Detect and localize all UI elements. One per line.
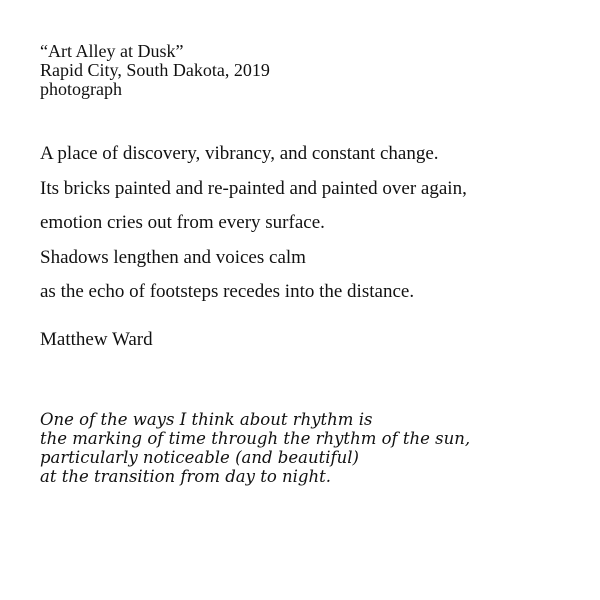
- note-line: One of the ways I think about rhythm is: [40, 410, 373, 429]
- poem-line: Shadows lengthen and voices calm: [40, 246, 306, 268]
- note-line: particularly noticeable (and beautiful): [40, 448, 359, 467]
- poem: [40, 137, 580, 350]
- poem-line: Its bricks painted and re-painted and painted over again,: [40, 177, 467, 199]
- artwork-medium: photograph: [40, 79, 122, 99]
- note-line: the marking of time through the rhythm of the sun,: [40, 429, 471, 448]
- artist-note: [40, 410, 580, 486]
- poem-line: as the echo of footsteps recedes into the distance.: [40, 281, 415, 302]
- poem-line: emotion cries out from every surface.: [40, 212, 325, 233]
- artwork-caption: [40, 42, 580, 369]
- caption-header: [40, 42, 580, 99]
- artwork-title: “Art Alley at Dusk”: [40, 41, 184, 61]
- poem-author: Matthew Ward: [40, 328, 153, 350]
- poem-line: A place of discovery, vibrancy, and constant change.: [40, 143, 439, 164]
- artwork-location-year: Rapid City, South Dakota, 2019: [40, 60, 270, 80]
- note-line: at the transition from day to night.: [40, 467, 331, 486]
